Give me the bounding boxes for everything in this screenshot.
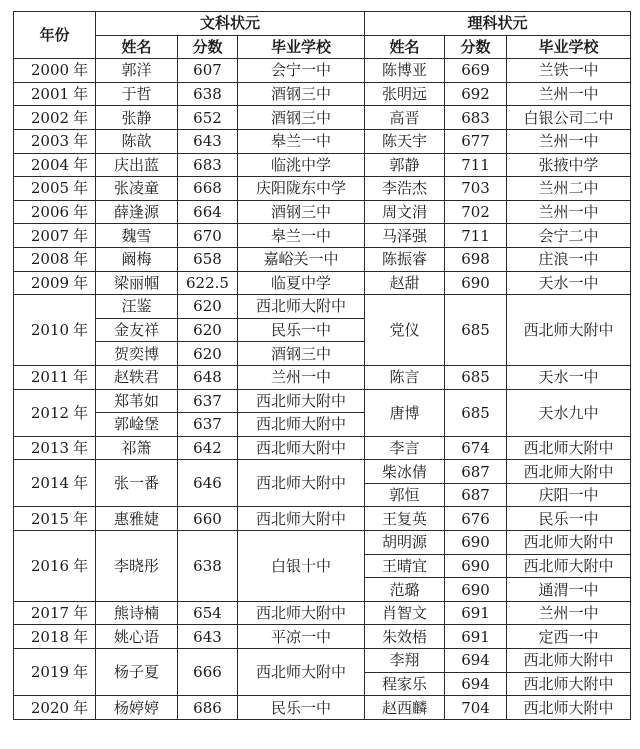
wen-name-cell: 阚梅 (96, 247, 178, 271)
wen-name-cell: 郭洋 (96, 59, 178, 83)
table-row (14, 365, 631, 389)
li-school-cell: 庄浪一中 (507, 247, 631, 271)
wen-score-cell: 620 (178, 342, 238, 366)
li-school-cell: 西北师大附中 (507, 436, 631, 460)
li-name-cell: 陈天宇 (365, 129, 445, 153)
li-name-cell: 张明远 (365, 82, 445, 106)
year-cell (14, 649, 96, 696)
li-school-cell: 兰铁一中 (507, 59, 631, 83)
year-value: 2009 (30, 273, 70, 292)
wen-school-cell: 西北师大附中 (238, 295, 365, 319)
header-year: 年份 (14, 12, 96, 59)
wen-school-cell: 西北师大附中 (238, 413, 365, 437)
table-row (14, 200, 631, 224)
li-school-cell: 兰州一中 (507, 200, 631, 224)
year-cell (14, 59, 96, 83)
wen-name-cell: 金友祥 (96, 318, 178, 342)
wen-score-cell: 638 (178, 531, 238, 602)
gaokao-top-scorer-table-container (13, 11, 631, 720)
wen-name-cell: 惠雅婕 (96, 507, 178, 531)
year-suffix: 年 (73, 368, 89, 387)
wen-score-cell: 670 (178, 224, 238, 248)
year-value: 2005 (30, 179, 70, 198)
year-value: 2015 (30, 509, 70, 528)
table-row (14, 436, 631, 460)
li-score-cell: 685 (445, 389, 507, 436)
wen-name-cell: 庆出蓝 (96, 153, 178, 177)
year-value: 2017 (30, 604, 70, 623)
header-li-score: 分数 (445, 35, 507, 59)
year-suffix: 年 (73, 403, 89, 422)
wen-score-cell: 664 (178, 200, 238, 224)
wen-school-cell: 西北师大附中 (238, 649, 365, 696)
li-score-cell: 691 (445, 625, 507, 649)
li-score-cell: 692 (445, 82, 507, 106)
year-value: 2010 (30, 321, 70, 340)
wen-name-cell: 汪鉴 (96, 295, 178, 319)
year-value: 2013 (30, 438, 70, 457)
wen-name-cell: 薛逢源 (96, 200, 178, 224)
wen-name-cell: 赵轶君 (96, 365, 178, 389)
wen-score-cell: 620 (178, 295, 238, 319)
li-name-cell: 陈振睿 (365, 247, 445, 271)
li-school-cell: 兰州二中 (507, 177, 631, 201)
wen-score-cell: 648 (178, 365, 238, 389)
year-suffix: 年 (73, 438, 89, 457)
wen-score-cell: 686 (178, 696, 238, 720)
li-score-cell: 685 (445, 365, 507, 389)
wen-name-cell: 贺奕博 (96, 342, 178, 366)
li-score-cell: 711 (445, 224, 507, 248)
year-cell (14, 224, 96, 248)
wen-name-cell: 于哲 (96, 82, 178, 106)
wen-name-cell: 杨婷婷 (96, 696, 178, 720)
li-score-cell: 704 (445, 696, 507, 720)
wen-school-cell: 会宁一中 (238, 59, 365, 83)
li-score-cell: 694 (445, 672, 507, 696)
year-cell (14, 247, 96, 271)
year-cell (14, 696, 96, 720)
li-school-cell: 民乐一中 (507, 507, 631, 531)
year-value: 2016 (30, 556, 70, 575)
year-cell (14, 365, 96, 389)
table-row (14, 59, 631, 83)
year-suffix: 年 (73, 108, 89, 127)
wen-name-cell: 熊诗楠 (96, 601, 178, 625)
header-li-school: 毕业学校 (507, 35, 631, 59)
wen-school-cell: 酒钢三中 (238, 342, 365, 366)
year-value: 2002 (30, 108, 70, 127)
li-school-cell: 西北师大附中 (507, 460, 631, 484)
year-value: 2020 (30, 698, 70, 717)
li-school-cell: 西北师大附中 (507, 649, 631, 673)
header-li-name: 姓名 (365, 35, 445, 59)
li-score-cell: 691 (445, 601, 507, 625)
year-cell (14, 177, 96, 201)
wen-name-cell: 张凌童 (96, 177, 178, 201)
wen-name-cell: 李晓彤 (96, 531, 178, 602)
table-row (14, 601, 631, 625)
wen-school-cell: 庆阳陇东中学 (238, 177, 365, 201)
li-score-cell: 711 (445, 153, 507, 177)
li-score-cell: 676 (445, 507, 507, 531)
table-row (14, 153, 631, 177)
wen-score-cell: 683 (178, 153, 238, 177)
li-name-cell: 郭恒 (365, 483, 445, 507)
li-name-cell: 陈言 (365, 365, 445, 389)
li-school-cell: 兰州一中 (507, 129, 631, 153)
year-cell (14, 82, 96, 106)
year-value: 2008 (30, 250, 70, 269)
table-row (14, 649, 631, 673)
year-value: 2000 (30, 61, 70, 80)
year-suffix: 年 (73, 663, 89, 682)
year-value: 2012 (30, 403, 70, 422)
li-school-cell: 会宁二中 (507, 224, 631, 248)
year-suffix: 年 (73, 627, 89, 646)
year-suffix: 年 (73, 604, 89, 623)
li-score-cell: 690 (445, 578, 507, 602)
year-cell (14, 460, 96, 507)
li-school-cell: 天水一中 (507, 365, 631, 389)
wen-name-cell: 梁丽帼 (96, 271, 178, 295)
li-school-cell: 通渭一中 (507, 578, 631, 602)
li-school-cell: 天水九中 (507, 389, 631, 436)
li-school-cell: 庆阳一中 (507, 483, 631, 507)
li-school-cell: 张掖中学 (507, 153, 631, 177)
li-school-cell: 白银公司二中 (507, 106, 631, 130)
li-name-cell: 柴冰倩 (365, 460, 445, 484)
wen-name-cell: 祁箫 (96, 436, 178, 460)
li-name-cell: 高晋 (365, 106, 445, 130)
li-school-cell: 西北师大附中 (507, 295, 631, 366)
year-value: 2007 (30, 226, 70, 245)
wen-school-cell: 皋兰一中 (238, 129, 365, 153)
year-suffix: 年 (73, 556, 89, 575)
li-school-cell: 西北师大附中 (507, 554, 631, 578)
table-row (14, 389, 631, 413)
wen-school-cell: 嘉峪关一中 (238, 247, 365, 271)
year-cell (14, 601, 96, 625)
table-row (14, 224, 631, 248)
year-suffix: 年 (73, 132, 89, 151)
li-name-cell: 郭静 (365, 153, 445, 177)
wen-score-cell: 643 (178, 129, 238, 153)
table-row (14, 625, 631, 649)
table-row (14, 271, 631, 295)
year-value: 2001 (30, 85, 70, 104)
wen-name-cell: 陈歆 (96, 129, 178, 153)
year-suffix: 年 (73, 85, 89, 104)
li-name-cell: 马泽强 (365, 224, 445, 248)
wen-name-cell: 郑苇如 (96, 389, 178, 413)
header-row-1 (14, 12, 631, 36)
wen-score-cell: 637 (178, 389, 238, 413)
li-score-cell: 694 (445, 649, 507, 673)
li-score-cell: 669 (445, 59, 507, 83)
table-row (14, 531, 631, 555)
li-score-cell: 690 (445, 531, 507, 555)
wen-school-cell: 白银十中 (238, 531, 365, 602)
year-suffix: 年 (73, 474, 89, 493)
year-cell (14, 129, 96, 153)
li-score-cell: 685 (445, 295, 507, 366)
year-value: 2004 (30, 155, 70, 174)
wen-score-cell: 638 (178, 82, 238, 106)
wen-school-cell: 兰州一中 (238, 365, 365, 389)
li-school-cell: 兰州一中 (507, 82, 631, 106)
year-cell (14, 625, 96, 649)
wen-score-cell: 607 (178, 59, 238, 83)
li-name-cell: 胡明源 (365, 531, 445, 555)
li-name-cell: 李言 (365, 436, 445, 460)
wen-score-cell: 643 (178, 625, 238, 649)
wen-name-cell: 魏雪 (96, 224, 178, 248)
year-cell (14, 271, 96, 295)
li-name-cell: 唐博 (365, 389, 445, 436)
year-suffix: 年 (73, 61, 89, 80)
li-school-cell: 兰州一中 (507, 601, 631, 625)
year-suffix: 年 (73, 509, 89, 528)
wen-school-cell: 酒钢三中 (238, 200, 365, 224)
year-suffix: 年 (73, 203, 89, 222)
year-value: 2011 (30, 368, 70, 387)
li-score-cell: 683 (445, 106, 507, 130)
wen-school-cell: 临洮中学 (238, 153, 365, 177)
li-score-cell: 690 (445, 271, 507, 295)
wen-score-cell: 660 (178, 507, 238, 531)
li-school-cell: 西北师大附中 (507, 696, 631, 720)
header-wen-score: 分数 (178, 35, 238, 59)
year-suffix: 年 (73, 250, 89, 269)
wen-name-cell: 张静 (96, 106, 178, 130)
li-score-cell: 698 (445, 247, 507, 271)
wen-school-cell: 西北师大附中 (238, 436, 365, 460)
li-name-cell: 程家乐 (365, 672, 445, 696)
li-score-cell: 687 (445, 460, 507, 484)
wen-score-cell: 652 (178, 106, 238, 130)
li-school-cell: 天水一中 (507, 271, 631, 295)
li-name-cell: 范璐 (365, 578, 445, 602)
year-suffix: 年 (73, 179, 89, 198)
li-name-cell: 周文涓 (365, 200, 445, 224)
year-value: 2018 (30, 627, 70, 646)
li-name-cell: 党仪 (365, 295, 445, 366)
header-wen-name: 姓名 (96, 35, 178, 59)
li-name-cell: 陈博亚 (365, 59, 445, 83)
wen-score-cell: 637 (178, 413, 238, 437)
wen-name-cell: 郭崯堡 (96, 413, 178, 437)
year-cell (14, 389, 96, 436)
year-cell (14, 153, 96, 177)
li-score-cell: 677 (445, 129, 507, 153)
wen-score-cell: 658 (178, 247, 238, 271)
wen-school-cell: 西北师大附中 (238, 389, 365, 413)
wen-school-cell: 皋兰一中 (238, 224, 365, 248)
wen-school-cell: 民乐一中 (238, 696, 365, 720)
wen-name-cell: 杨子夏 (96, 649, 178, 696)
year-cell (14, 531, 96, 602)
li-name-cell: 朱效梧 (365, 625, 445, 649)
year-suffix: 年 (73, 321, 89, 340)
li-name-cell: 王复英 (365, 507, 445, 531)
li-name-cell: 李翔 (365, 649, 445, 673)
year-suffix: 年 (73, 698, 89, 717)
header-row-2 (14, 35, 631, 59)
wen-school-cell: 平凉一中 (238, 625, 365, 649)
wen-score-cell: 622.5 (178, 271, 238, 295)
wen-school-cell: 西北师大附中 (238, 601, 365, 625)
table-row (14, 507, 631, 531)
wen-name-cell: 张一番 (96, 460, 178, 507)
wen-score-cell: 654 (178, 601, 238, 625)
table-row (14, 106, 631, 130)
wen-score-cell: 668 (178, 177, 238, 201)
li-score-cell: 702 (445, 200, 507, 224)
wen-school-cell: 西北师大附中 (238, 507, 365, 531)
wen-school-cell: 酒钢三中 (238, 106, 365, 130)
year-value: 2014 (30, 474, 70, 493)
wen-score-cell: 646 (178, 460, 238, 507)
year-cell (14, 106, 96, 130)
wen-school-cell: 酒钢三中 (238, 82, 365, 106)
header-wenke: 文科状元 (96, 12, 365, 36)
year-suffix: 年 (73, 155, 89, 174)
li-score-cell: 687 (445, 483, 507, 507)
table-row (14, 295, 631, 319)
table-row (14, 247, 631, 271)
header-wen-school: 毕业学校 (238, 35, 365, 59)
li-score-cell: 703 (445, 177, 507, 201)
li-school-cell: 西北师大附中 (507, 531, 631, 555)
year-cell (14, 295, 96, 366)
wen-name-cell: 姚心语 (96, 625, 178, 649)
li-name-cell: 王晴宜 (365, 554, 445, 578)
header-like: 理科状元 (365, 12, 631, 36)
wen-score-cell: 666 (178, 649, 238, 696)
wen-school-cell: 民乐一中 (238, 318, 365, 342)
li-school-cell: 西北师大附中 (507, 672, 631, 696)
li-name-cell: 肖智文 (365, 601, 445, 625)
year-cell (14, 507, 96, 531)
li-name-cell: 赵西麟 (365, 696, 445, 720)
table-row (14, 177, 631, 201)
li-name-cell: 李浩杰 (365, 177, 445, 201)
li-score-cell: 690 (445, 554, 507, 578)
year-value: 2006 (30, 203, 70, 222)
year-suffix: 年 (73, 273, 89, 292)
year-value: 2019 (30, 663, 70, 682)
wen-school-cell: 临夏中学 (238, 271, 365, 295)
year-cell (14, 200, 96, 224)
li-score-cell: 674 (445, 436, 507, 460)
gaokao-top-scorer-table (13, 11, 631, 720)
year-cell (14, 436, 96, 460)
li-name-cell: 赵甜 (365, 271, 445, 295)
table-row (14, 129, 631, 153)
table-row (14, 82, 631, 106)
li-school-cell: 定西一中 (507, 625, 631, 649)
wen-school-cell: 西北师大附中 (238, 460, 365, 507)
year-suffix: 年 (73, 226, 89, 245)
table-row (14, 696, 631, 720)
wen-score-cell: 620 (178, 318, 238, 342)
table-row (14, 460, 631, 484)
year-value: 2003 (30, 132, 70, 151)
wen-score-cell: 642 (178, 436, 238, 460)
